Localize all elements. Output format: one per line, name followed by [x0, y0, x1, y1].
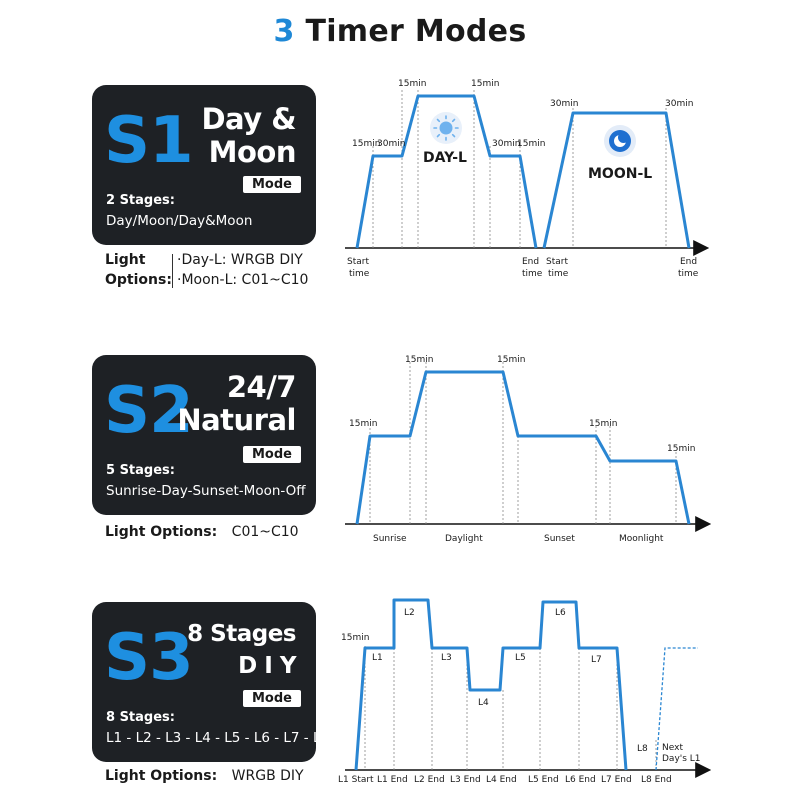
s2-dur-3: 15min: [497, 355, 526, 365]
s2-stage-daylight: Daylight: [445, 534, 483, 544]
title-number: 3: [273, 14, 295, 49]
s1-start-2: Start: [546, 257, 568, 267]
s1-diagram: [345, 79, 706, 279]
s1-start-2b: time: [548, 269, 569, 279]
mode-code: S1: [104, 104, 193, 178]
option-day: ·Day-L: WRGB DIY: [177, 252, 303, 268]
mode-badge: Mode: [243, 176, 301, 193]
mode-name-line2: Natural: [177, 403, 296, 437]
options-label: Light Options:: [105, 768, 218, 784]
s3-diagram: [338, 600, 708, 785]
mode-name-line2: Moon: [208, 135, 296, 169]
s2-stage-sunset: Sunset: [544, 534, 575, 544]
mode-code: S2: [104, 374, 193, 448]
s3-axis-5: L4 End: [486, 775, 517, 785]
options-label-1: Light: [105, 252, 146, 268]
s2-dur-1: 15min: [349, 419, 378, 429]
s1-end-1: End: [522, 257, 540, 267]
s3-dur: 15min: [341, 633, 370, 643]
s3-level-6: L6: [555, 608, 566, 618]
stages-value: Day/Moon/Day&Moon: [106, 213, 253, 229]
s3-axis-7: L6 End: [565, 775, 596, 785]
s1-end-1b: time: [522, 269, 543, 279]
options-label-2: Options:: [105, 272, 172, 288]
option-moon: ·Moon-L: C01~C10: [177, 272, 309, 288]
s2-dur-2: 15min: [405, 355, 434, 365]
s2-dur-5: 15min: [667, 444, 696, 454]
mode-code: S3: [104, 621, 193, 695]
s3-guides: [365, 646, 656, 770]
s2-dur-4: 15min: [589, 419, 618, 429]
options-value: WRGB DIY: [231, 768, 304, 784]
mode-name-line1: 8 Stages: [187, 621, 296, 647]
s3-level-8: L8: [637, 744, 648, 754]
s3-curve: [356, 600, 626, 770]
s3-axis-2: L1 End: [377, 775, 408, 785]
s3-axis-6: L5 End: [528, 775, 559, 785]
s2-curve: [357, 372, 689, 524]
s1-day-label: DAY-L: [423, 150, 467, 166]
s2-stage-sunrise: Sunrise: [373, 534, 407, 544]
s3-level-4: L4: [478, 698, 489, 708]
stages-title: 2 Stages:: [106, 193, 175, 208]
s3-axis-9: L8 End: [641, 775, 672, 785]
s3-axis-3: L2 End: [414, 775, 445, 785]
s1-dur-6: 15min: [517, 139, 546, 149]
mode-badge: Mode: [243, 446, 301, 463]
title-text: Timer Modes: [305, 14, 527, 49]
s1-end-2b: time: [678, 269, 699, 279]
s3-next-1: Next: [662, 743, 683, 753]
s1-start-1: Start: [347, 257, 369, 267]
moon-icon: [604, 125, 636, 157]
s1-moon-label: MOON-L: [588, 166, 653, 182]
s3-axis-8: L7 End: [601, 775, 632, 785]
stages-value: L1 - L2 - L3 - L4 - L5 - L6 - L7 - L8: [106, 730, 330, 746]
s3-level-5: L5: [515, 653, 526, 663]
s2-stage-moonlight: Moonlight: [619, 534, 664, 544]
s3-level-7: L7: [591, 655, 602, 665]
s3-axis-4: L3 End: [450, 775, 481, 785]
s1-dur-8: 30min: [665, 99, 694, 109]
stages-value: Sunrise-Day-Sunset-Moon-Off: [106, 483, 306, 499]
s1-end-2: End: [680, 257, 698, 267]
stages-title: 5 Stages:: [106, 463, 175, 478]
s3-level-2: L2: [404, 608, 415, 618]
s2-guides: [370, 362, 676, 524]
s1-dur-1: 15min: [352, 139, 381, 149]
s1-dur-2: 30min: [377, 139, 406, 149]
s2-diagram: [345, 355, 708, 544]
options-value: C01~C10: [231, 524, 299, 540]
mode-name-line1: 24/7: [226, 370, 296, 404]
sun-icon: [430, 112, 462, 144]
s3-axis-1: L1 Start: [338, 775, 374, 785]
s3-level-3: L3: [441, 653, 452, 663]
s3-level-1: L1: [372, 653, 383, 663]
mode-name-line1: Day &: [201, 102, 296, 136]
s1-dur-7: 30min: [550, 99, 579, 109]
options-label: Light Options:: [105, 524, 218, 540]
mode-name-line2: D I Y: [238, 653, 296, 679]
s1-dur-3: 15min: [398, 79, 427, 89]
s1-dur-4: 15min: [471, 79, 500, 89]
mode-badge: Mode: [243, 690, 301, 707]
s1-dur-5: 30min: [492, 139, 521, 149]
s1-start-1b: time: [349, 269, 370, 279]
s3-next-2: Day's L1: [662, 754, 701, 764]
stages-title: 8 Stages:: [106, 710, 175, 725]
